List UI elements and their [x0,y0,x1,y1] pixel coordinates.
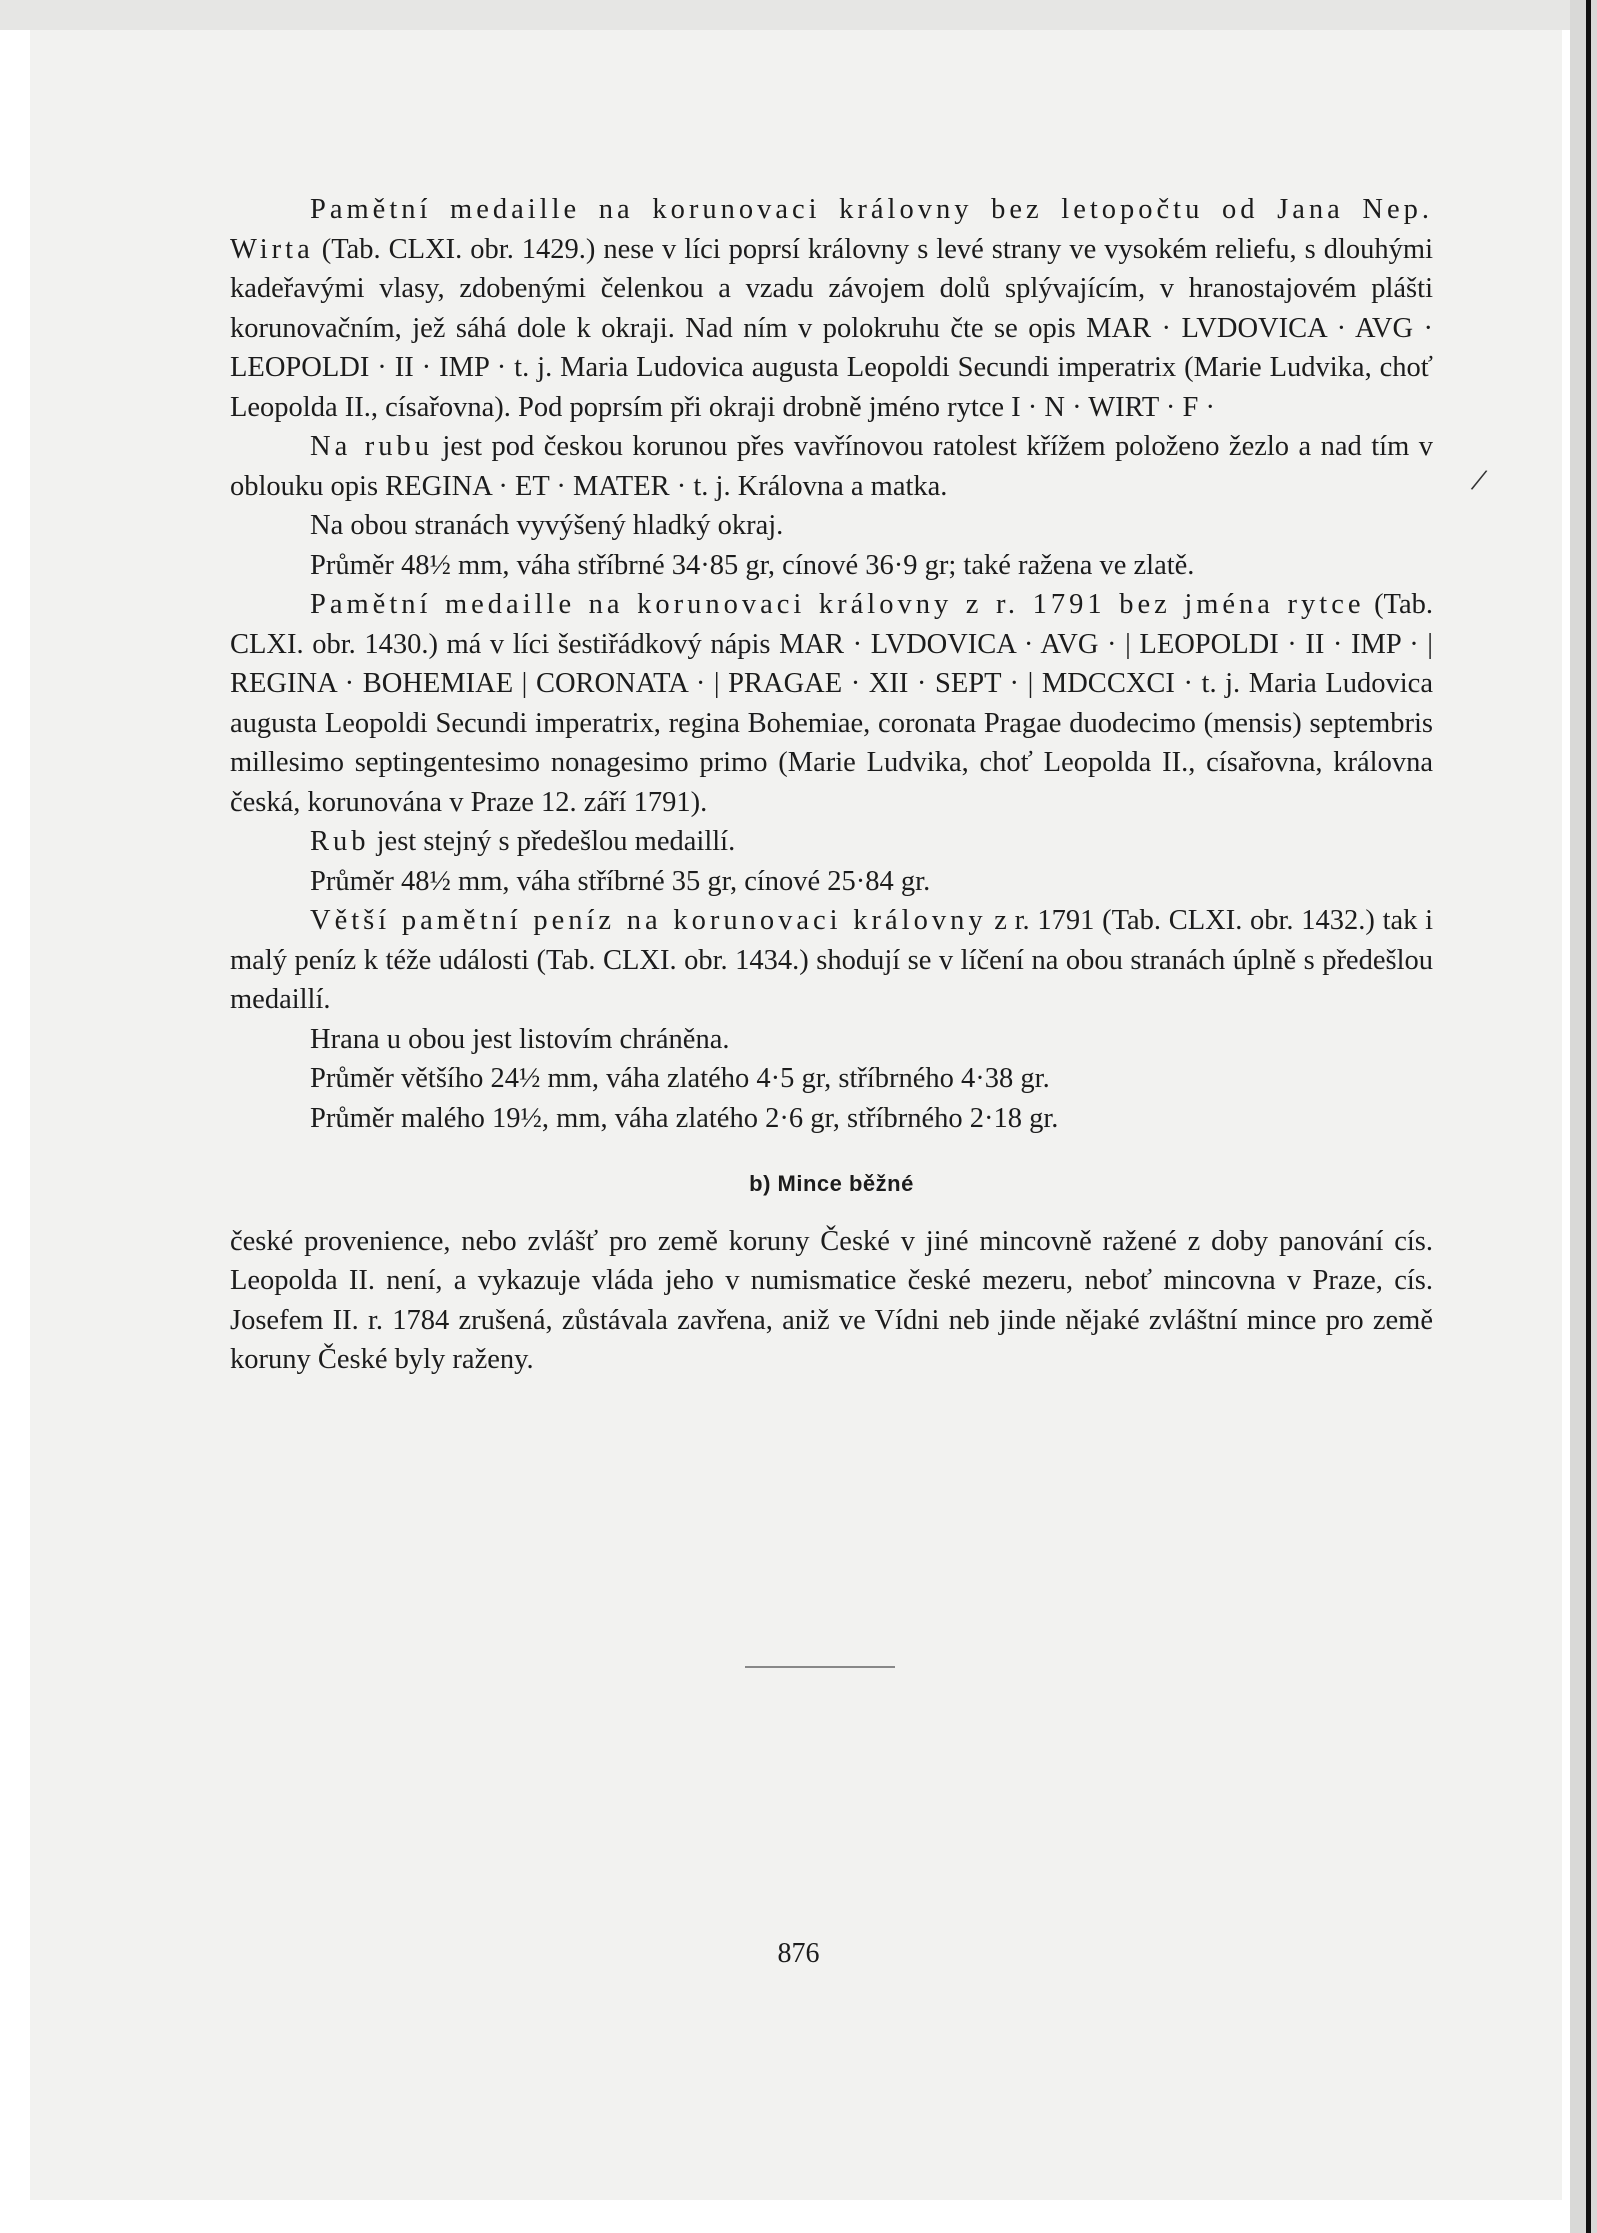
margin-pencil-mark: / [1468,461,1490,500]
paragraph-diameter-smaller [230,1099,1433,1139]
paragraph-text: Průměr 48½ mm, váha stříbrné 35 gr, cínové 25·84 gr. [310,865,931,897]
scan-right-edge [1570,0,1597,2233]
paragraph-lead: Na rubu [310,431,433,462]
paragraph-text: z r. 1791 (Tab. CLXI. obr. 1432.) tak i malý peníz k téže události (Tab. CLXI. obr. 1434.) shodují se v líčení na obou stranách úplně s předešlou medaillí. [230,905,1433,1015]
paragraph-medal-1430 [230,585,1433,822]
paragraph-reverse-1429 [230,427,1433,506]
paragraph-text: Hrana u obou jest listovím chráněna. [310,1023,730,1055]
paragraph-lead: Rub [310,826,370,857]
paragraph-lead: Pamětní medaille na korunovaci královny bez letopočtu od Jana Nep. Wirta [230,194,1433,265]
paragraph-edge-1429 [230,506,1433,546]
page-body [230,190,1433,1380]
scan-top-edge [0,0,1597,30]
page-binding-line [1586,0,1591,2233]
paragraph-text: Průměr většího 24½ mm, váha zlatého 4·5 gr, stříbrného 4·38 gr. [310,1063,1050,1094]
paragraph-text: Na obou stranách vyvýšený hladký okraj. [310,510,784,541]
section-end-rule [745,1666,895,1668]
section-heading: b) Mince běžné [749,1171,914,1196]
section-paragraph: české provenience, nebo zvlášť pro země koruny České v jiné mincovně ražené z doby panování cís. Leopolda II. není, a vykazuje vláda jeho v numismatice české mezeru, neboť mincovna v Praze, cís. Josefem II. r. 1784 zrušená, zůstávala zavřena, aniž ve Vídni neb jinde nějaké zvláštní mince pro země koruny České byly raženy. [230,1225,1433,1375]
paragraph-text: jest pod českou korunou přes vavřínovou ratolest křížem položeno žezlo a nad tím v oblouku opis REGINA · ET · MATER · t. j. Královna a matka. [230,431,1433,502]
paragraph-lead: Větší pamětní peníz na korunovaci královny [310,905,987,936]
paragraph-text: jest stejný s předešlou medaillí. [369,826,736,857]
paragraph-diameter-1430 [230,862,1433,902]
paragraph-diameter-1429 [230,546,1433,586]
paragraph-edge-coins [230,1020,1433,1060]
paragraph-medal-1429 [230,190,1433,427]
paragraph-lead: Pamětní medaille na korunovaci královny z r. 1791 bez jména rytce [310,589,1365,620]
paragraph-diameter-larger [230,1059,1433,1099]
paragraph-coins-1432-1434 [230,901,1433,1020]
paragraph-text: (Tab. CLXI. obr. 1429.) nese v líci poprsí královny s levé strany ve vysokém reliefu, s dlouhými kadeřavými vlasy, zdobenými čelenkou a vzadu závojem dolů splývajícím, v hranostajovém plášti korunovačním, jež sáhá dole k okraji. Nad ním v polokruhu čte se opis MAR · LVDOVICA · AVG · LEOPOLDI · II · IMP · t. j. Maria Ludovica augusta Leopoldi Secundi imperatrix (Marie Ludvika, choť Leopolda II., císařovna). Pod poprsím při okraji drobně jméno rytce I · N · WIRT · F · [230,233,1433,423]
paragraph-text: (Tab. CLXI. obr. 1430.) má v líci šestiřádkový nápis MAR · LVDOVICA · AVG · | LEOPOLDI · II · IMP · | REGINA · BOHEMIAE | CORONATA · | PRAGAE · XII · SEPT · | MDCCXCI · t. j. Maria Ludovica augusta Leopoldi Secundi imperatrix, regina Bohemiae, coronata Pragae duodecimo (mensis) septembris millesimo septingentesimo nonagesimo primo (Marie Ludvika, choť Leopolda II., císařovna, královna česká, korunována v Praze 12. září 1791). [230,589,1434,818]
paragraph-text: Průměr malého 19½, mm, váha zlatého 2·6 gr, stříbrného 2·18 gr. [310,1102,1059,1134]
page-number: 876 [777,1938,820,1969]
paragraph-reverse-1430 [230,822,1433,862]
paragraph-text: Průměr 48½ mm, váha stříbrné 34·85 gr, cínové 36·9 gr; také ražena ve zlatě. [310,549,1195,581]
